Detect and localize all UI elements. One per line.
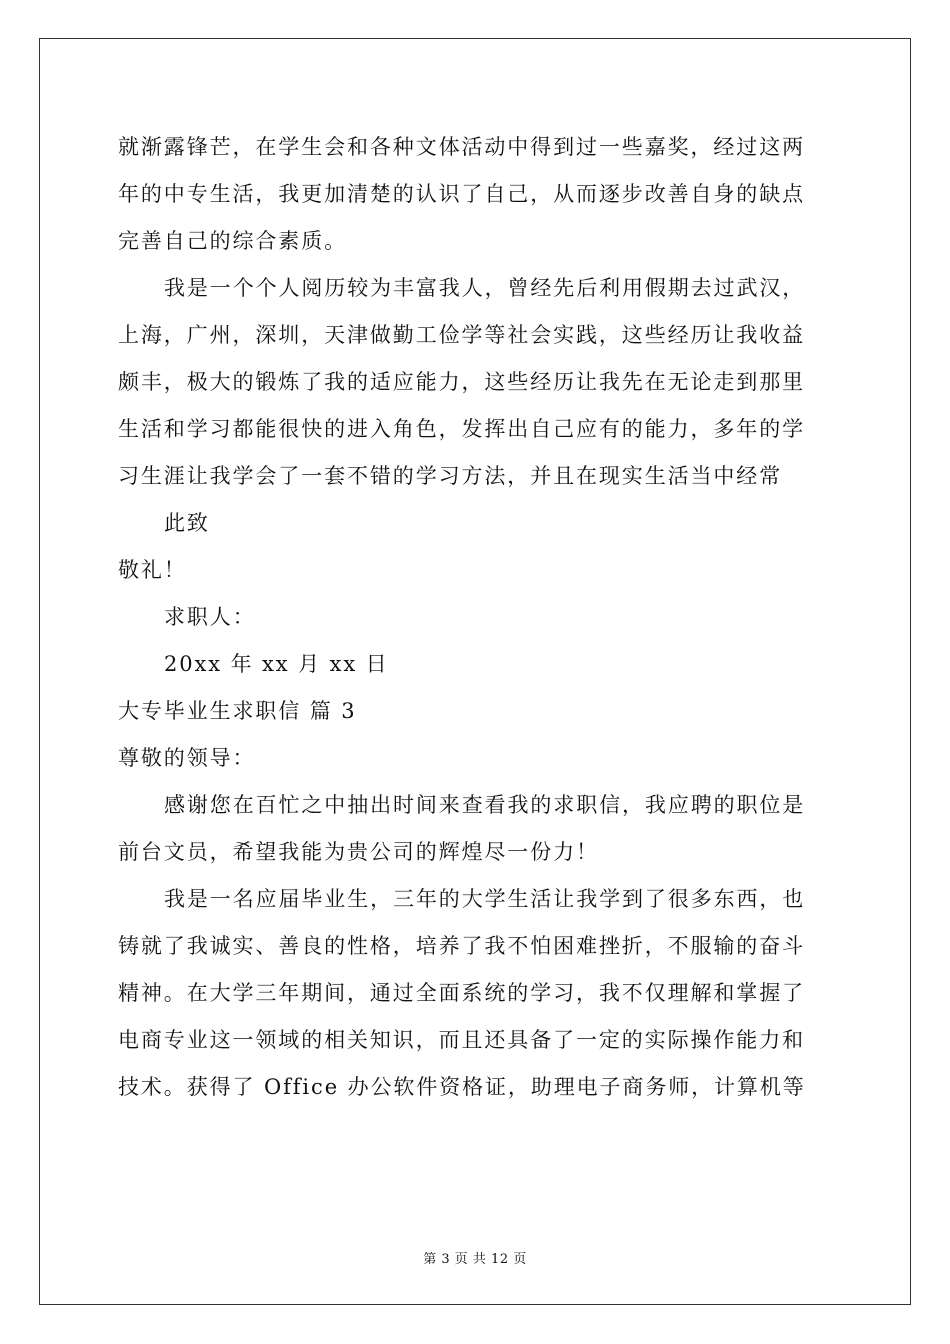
text-line-15: 感谢您在百忙之中抽出时间来查看我的求职信，我应聘的职位是 xyxy=(164,793,806,817)
text-line-20: 电商专业这一领域的相关知识，而且还具备了一定的实际操作能力和 xyxy=(118,1028,805,1052)
closing-regards: 敬礼！ xyxy=(118,558,187,582)
text-line-21: 技术。获得了 Office 办公软件资格证，助理电子商务师，计算机等 xyxy=(118,1075,806,1099)
text-line-4: 我是一个个人阅历较为丰富我人，曾经先后利用假期去过武汉， xyxy=(164,276,806,300)
page-number-footer: 第 3 页 共 12 页 xyxy=(423,1252,527,1267)
section-heading: 大专毕业生求职信 篇 3 xyxy=(118,699,357,723)
text-line-16: 前台文员，希望我能为贵公司的辉煌尽一份力！ xyxy=(118,840,599,864)
text-line-7: 生活和学习都能很快的进入角色，发挥出自己应有的能力，多年的学 xyxy=(118,417,805,441)
signature-date: 20xx 年 xx 月 xx 日 xyxy=(164,652,389,676)
closing-salutation: 此致 xyxy=(164,511,210,535)
text-line-1: 就渐露锋芒，在学生会和各种文体活动中得到过一些嘉奖，经过这两 xyxy=(118,135,805,159)
text-line-17: 我是一名应届毕业生，三年的大学生活让我学到了很多东西，也 xyxy=(164,887,806,911)
text-line-8: 习生涯让我学会了一套不错的学习方法，并且在现实生活当中经常 xyxy=(118,464,783,488)
text-line-3: 完善自己的综合素质。 xyxy=(118,229,347,253)
signature-label: 求职人： xyxy=(164,605,256,629)
text-line-2: 年的中专生活，我更加清楚的认识了自己，从而逐步改善自身的缺点 xyxy=(118,182,805,206)
text-line-18: 铸就了我诚实、善良的性格，培养了我不怕困难挫折，不服输的奋斗 xyxy=(118,934,805,958)
greeting: 尊敬的领导： xyxy=(118,746,256,770)
document-body xyxy=(118,124,838,1111)
text-line-6: 颇丰，极大的锻炼了我的适应能力，这些经历让我先在无论走到那里 xyxy=(118,370,805,394)
text-line-5: 上海，广州，深圳，天津做勤工俭学等社会实践，这些经历让我收益 xyxy=(118,323,805,347)
text-line-19: 精神。在大学三年期间，通过全面系统的学习，我不仅理解和掌握了 xyxy=(118,981,805,1005)
